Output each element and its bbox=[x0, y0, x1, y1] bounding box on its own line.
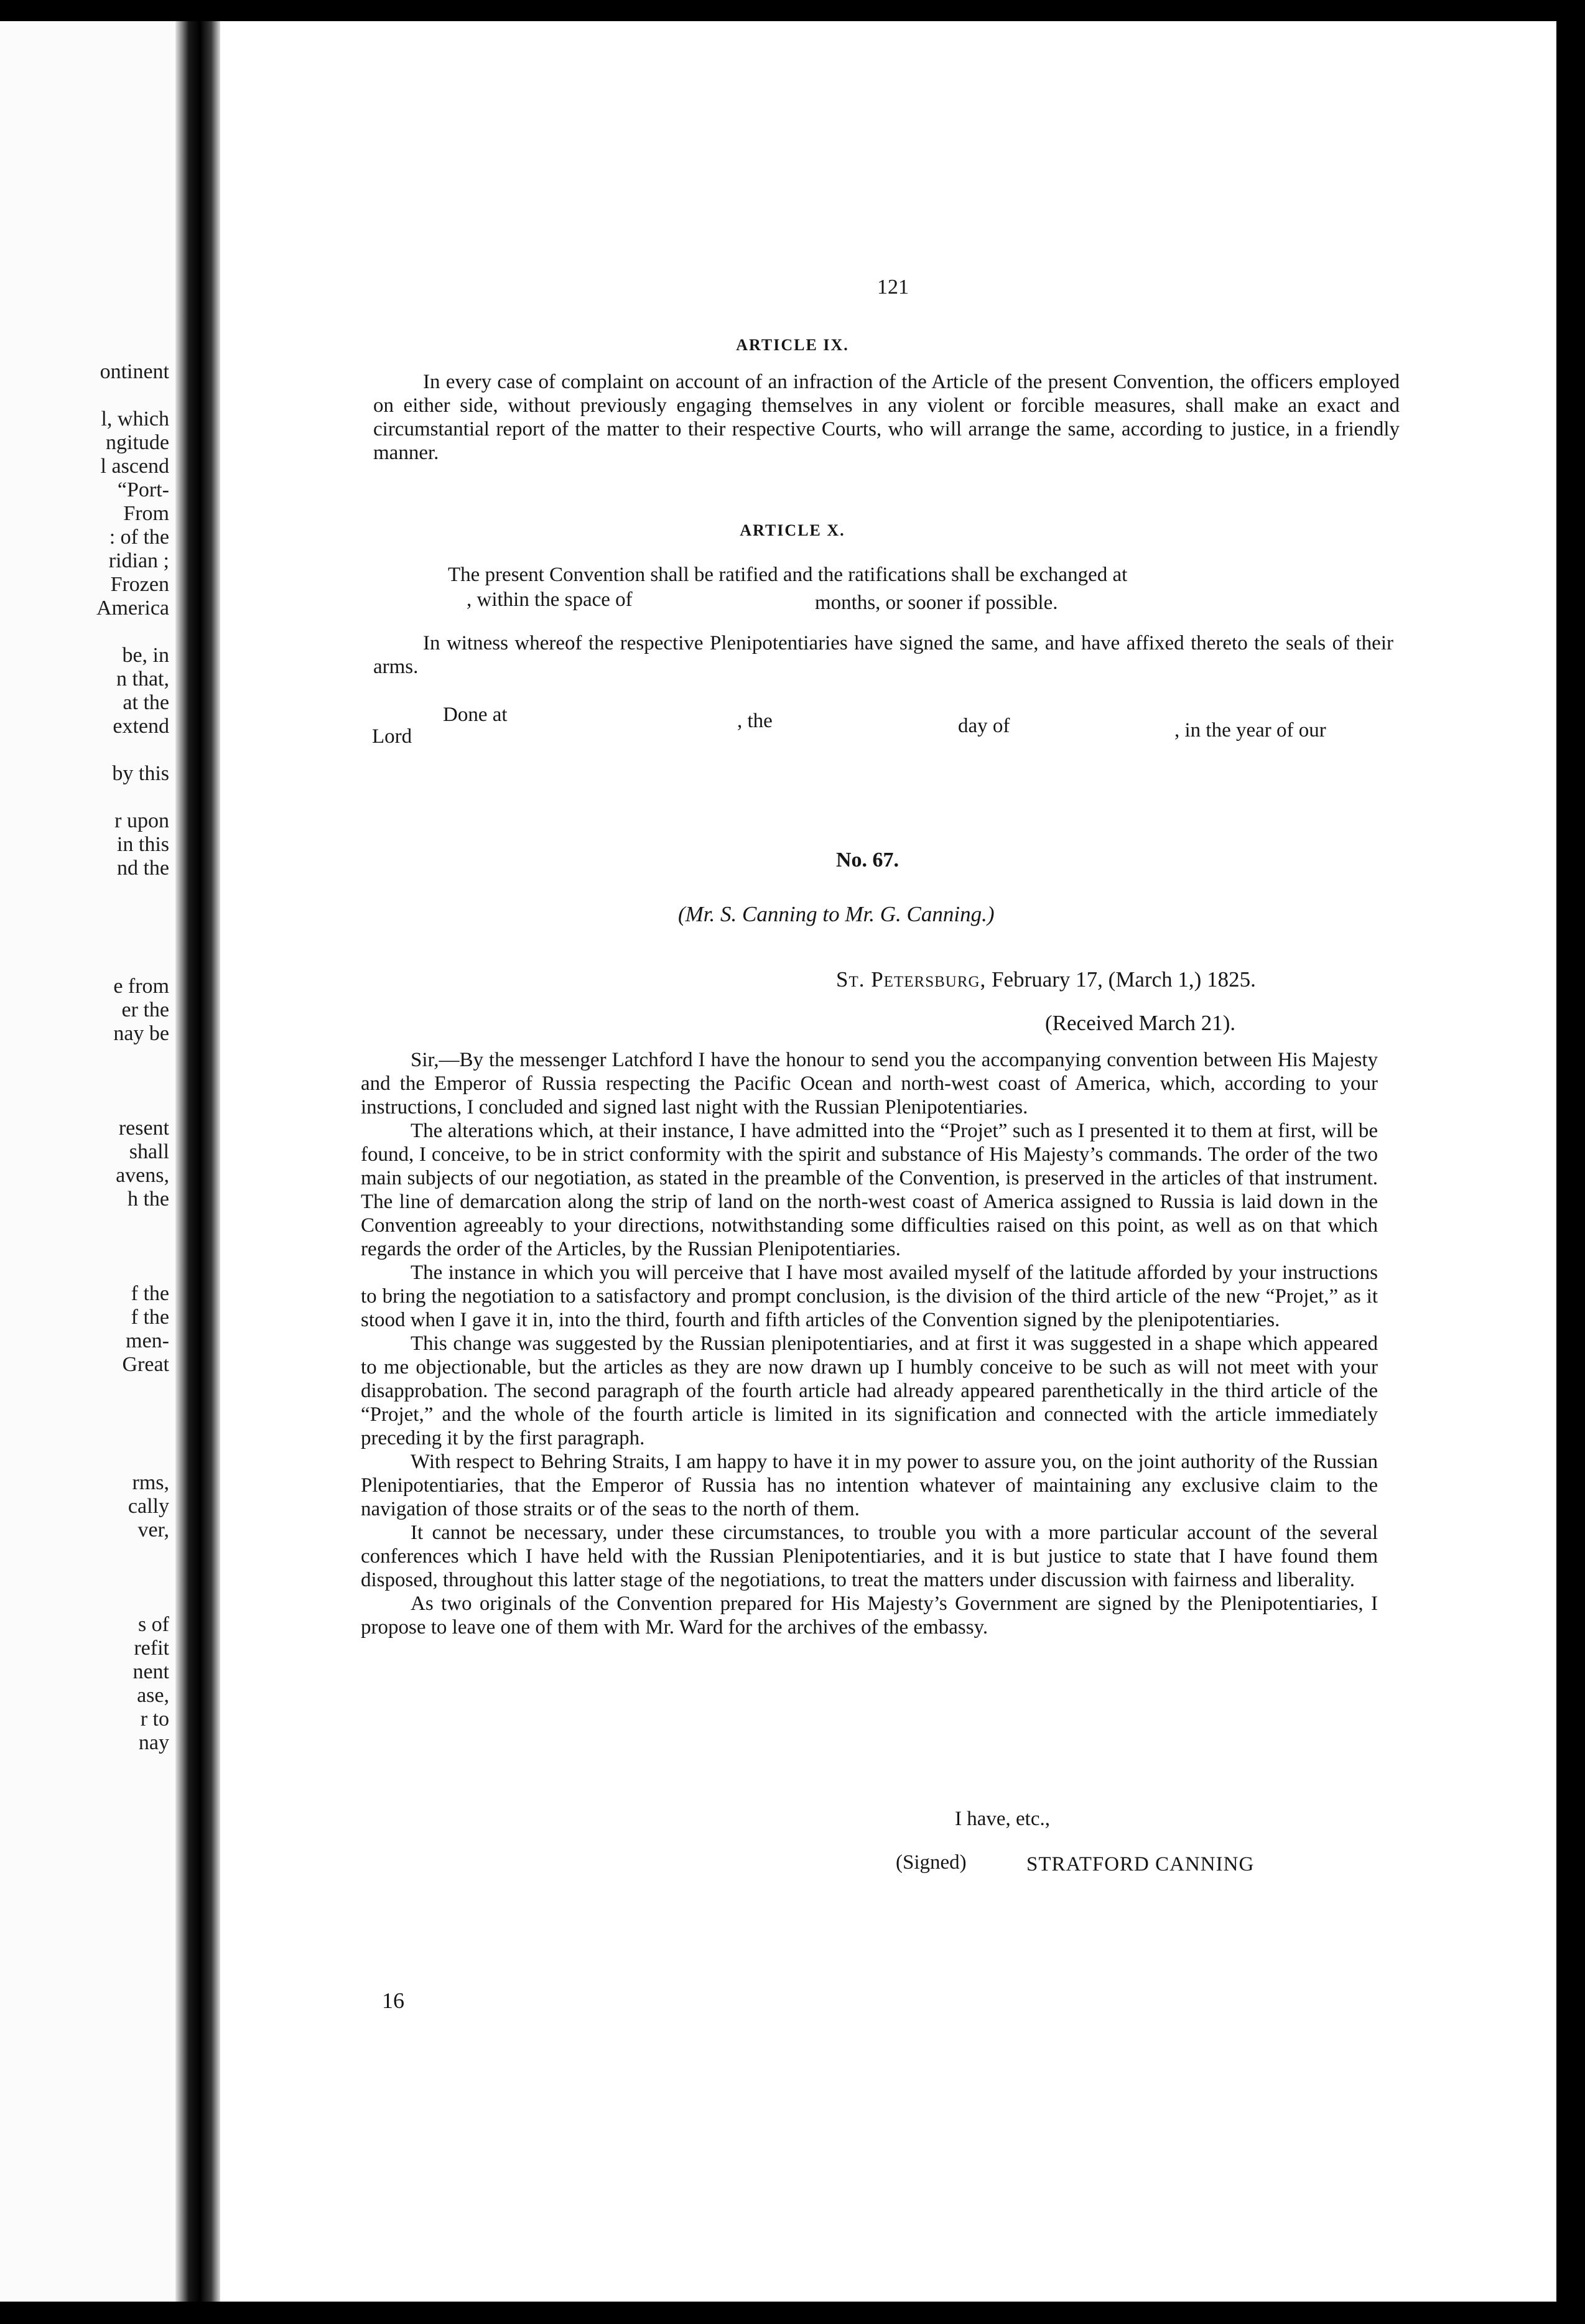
facing-page-line bbox=[20, 1211, 169, 1235]
article-x-witness: In witness whereof the respective Plenipotentiaries have signed the same, and have affixed thereto the seals of their arms. bbox=[373, 632, 1393, 678]
facing-page-line: nd the bbox=[116, 857, 169, 880]
facing-page-line: refit bbox=[134, 1637, 169, 1660]
facing-page-line: cally bbox=[128, 1495, 169, 1518]
signature: STRATFORD CANNING bbox=[1026, 1853, 1255, 1875]
book-gutter bbox=[175, 21, 220, 2302]
facing-page-line bbox=[20, 904, 169, 927]
facing-page-fragment bbox=[0, 21, 205, 2302]
facing-page-line: avens, bbox=[116, 1164, 169, 1187]
facing-page-line: r upon bbox=[114, 809, 169, 832]
closing: I have, etc., bbox=[955, 1808, 1050, 1830]
facing-page-line bbox=[20, 1542, 169, 1566]
facing-page-line: ridian ; bbox=[108, 549, 169, 572]
facing-page-line bbox=[20, 1093, 169, 1117]
scan-border-top bbox=[0, 0, 1585, 21]
facing-page-line: extend bbox=[113, 715, 169, 738]
facing-page-line bbox=[20, 951, 169, 975]
done-the: , the bbox=[737, 710, 773, 732]
done-at: Done at bbox=[443, 704, 508, 726]
facing-page-line: nay bbox=[138, 1731, 169, 1754]
facing-page-line: in this bbox=[116, 833, 169, 856]
facing-page-line: rms, bbox=[132, 1471, 169, 1494]
facing-page-line: resent bbox=[118, 1117, 169, 1140]
facing-page-line bbox=[20, 1377, 169, 1400]
facing-page-line bbox=[20, 880, 169, 904]
article-x-line2a: , within the space of bbox=[467, 588, 633, 611]
facing-page-line bbox=[20, 1589, 169, 1613]
signed-label: (Signed) bbox=[896, 1851, 967, 1874]
facing-page-line: Frozen bbox=[110, 573, 169, 596]
facing-page-line bbox=[20, 927, 169, 951]
scan-border-bottom bbox=[0, 2302, 1585, 2324]
paragraph: This change was suggested by the Russian plenipotentiaries, and at first it was suggested in a shape which appeared to me objectionable, but the articles as they are now drawn up I humbly conceive to be such as will not meet with your disapprobation. The second paragraph of the fourth article had already appeared parenthetically in the third article of the “Projet,” and the whole of the fourth article is limited in its signification and connected with the article immediately preceding it by the first paragraph. bbox=[361, 1332, 1378, 1449]
facing-page-line bbox=[20, 1400, 169, 1424]
letter-place: St. Petersburg, bbox=[836, 967, 987, 992]
facing-page-line: America bbox=[96, 597, 169, 620]
facing-page-line: r to bbox=[140, 1708, 169, 1731]
facing-page-line: ase, bbox=[137, 1684, 169, 1707]
facing-page-line: n that, bbox=[116, 667, 169, 690]
facing-page-line: s of bbox=[137, 1613, 169, 1636]
facing-page-line bbox=[20, 384, 169, 407]
article-ix-text: In every case of complaint on account of an infraction of the Article of the present Convention, the officers employed on either side, without previously engaging themselves in any violent or forcible measures, shall make an exact and circumstantial report of the matter to their respective Courts, who will arrange the same, according to justice, in a friendly manner. bbox=[373, 371, 1400, 464]
received-date: (Received March 21). bbox=[1045, 1011, 1236, 1035]
facing-page-line: nent bbox=[132, 1660, 169, 1683]
facing-page-line: Great bbox=[122, 1353, 169, 1376]
paragraph: The instance in which you will perceive that I have most availed myself of the latitude afforded by your instructions to bring the negotiation to a satisfactory and prompt conclusion, is the division of the third article of the new “Projet,” as it stood when I gave it in, into the third, fourth and fifth articles of the Convention signed by the plenipotentiaries. bbox=[361, 1262, 1378, 1331]
facing-page-line: ver, bbox=[137, 1518, 169, 1541]
done-day-of: day of bbox=[958, 715, 1010, 737]
article-x-line2b: months, or sooner if possible. bbox=[815, 592, 1058, 614]
article-ix-heading: ARTICLE IX. bbox=[736, 336, 849, 354]
facing-page-line: ngitude bbox=[106, 431, 169, 454]
facing-page-line: f the bbox=[131, 1306, 169, 1329]
letter-number: No. 67. bbox=[836, 848, 899, 872]
paragraph: With respect to Behring Straits, I am happy to have it in my power to assure you, on the joint authority of the Russian Plenipotentiaries, that the Emperor of Russia has no intention whatever of maintaining any exclusive claim to the navigation of those straits or of the seas to the north of them. bbox=[361, 1451, 1378, 1520]
facing-page-line: : of the bbox=[109, 526, 169, 549]
facing-page-line: e from bbox=[113, 975, 169, 998]
facing-page-line bbox=[20, 1566, 169, 1589]
facing-page-line bbox=[20, 1235, 169, 1258]
facing-page-line: men- bbox=[126, 1329, 169, 1352]
done-year-of: , in the year of our bbox=[1174, 719, 1326, 741]
facing-page-line: From bbox=[123, 502, 169, 525]
facing-page-line: “Port- bbox=[117, 478, 169, 501]
letter-date: February 17, (March 1,) 1825. bbox=[992, 967, 1256, 992]
facing-page-line: nay be bbox=[113, 1022, 169, 1045]
facing-page-line: er the bbox=[121, 998, 169, 1021]
paragraph: The alterations which, at their instance, I have admitted into the “Projet” such as I presented it to them at first, will be found, I conceive, to be in strict conformity with the spirit and substance of His Majesty’s commands. The order of the two main subjects of our negotiation, as stated in the preamble of the Convention, is preserved in the articles of that instrument. The line of demarcation along the strip of land on the north-west coast of America assigned to Russia is laid down in the Convention agreeably to your directions, notwithstanding some difficulties raised on this point, as well as on that which regards the order of the Articles, by the Russian Plenipotentiaries. bbox=[361, 1120, 1378, 1260]
facing-page-line bbox=[20, 1424, 169, 1448]
facing-page-line: f the bbox=[131, 1282, 169, 1305]
facing-page-line: be, in bbox=[122, 644, 169, 667]
facing-page-line: shall bbox=[129, 1140, 169, 1163]
facing-page-line: l ascend bbox=[100, 455, 169, 478]
facing-page-line bbox=[20, 1258, 169, 1282]
letter-dateline bbox=[836, 967, 1256, 992]
article-x-heading: ARTICLE X. bbox=[740, 521, 845, 539]
facing-page-line: ontinent bbox=[100, 360, 169, 383]
facing-page-line bbox=[20, 786, 169, 809]
facing-page-line bbox=[20, 1448, 169, 1471]
facing-page-line: at the bbox=[123, 691, 169, 714]
facing-page-line: h the bbox=[127, 1188, 169, 1211]
letter-subtitle: (Mr. S. Canning to Mr. G. Canning.) bbox=[678, 902, 995, 926]
facing-page-line bbox=[20, 620, 169, 644]
facing-page-line bbox=[20, 1069, 169, 1093]
facing-page-line bbox=[20, 738, 169, 762]
facing-page-line: by this bbox=[112, 762, 169, 785]
paragraph: It cannot be necessary, under these circumstances, to trouble you with a more particular account of the several conferences which I have held with the Russian Plenipotentiaries, and it is but justice to state that I have found them disposed, throughout this latter stage of the negotiations, to treat the matters under discussion with fairness and liberality. bbox=[361, 1522, 1378, 1591]
done-lord: Lord bbox=[372, 725, 412, 748]
paragraph: As two originals of the Convention prepared for His Majesty’s Government are signed by the Plenipotentiaries, I propose to leave one of them with Mr. Ward for the archives of the embassy. bbox=[361, 1592, 1378, 1638]
letter-body bbox=[361, 1048, 1378, 1639]
facing-page-text bbox=[20, 360, 169, 1755]
signature-mark: 16 bbox=[382, 1988, 404, 2013]
facing-page-line: l, which bbox=[101, 407, 169, 430]
article-x-line1: The present Convention shall be ratified and the ratifications shall be exchanged at bbox=[448, 564, 1128, 586]
page-number: 121 bbox=[877, 276, 909, 299]
paragraph: Sir,—By the messenger Latchford I have the honour to send you the accompanying convention between His Majesty and the Emperor of Russia respecting the Pacific Ocean and north-west coast of America, which, according to your instructions, I concluded and signed last night with the Russian Plenipotentiaries. bbox=[361, 1049, 1378, 1118]
facing-page-line bbox=[20, 1046, 169, 1069]
